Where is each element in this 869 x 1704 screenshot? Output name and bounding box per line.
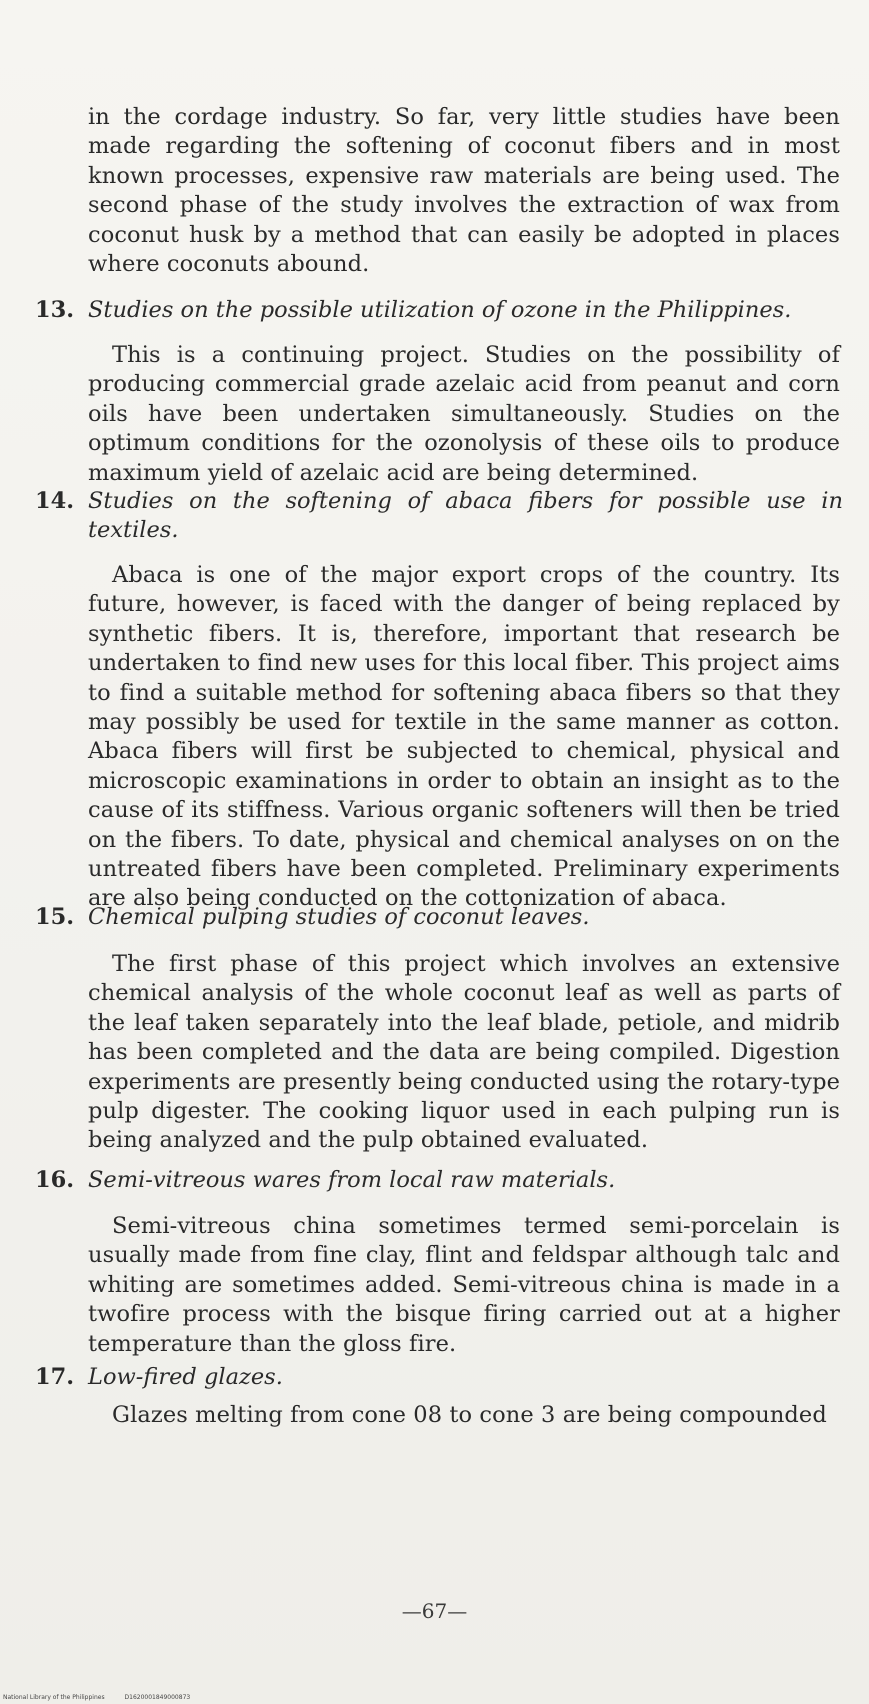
- section-15-heading: [35, 903, 850, 932]
- section-13-heading: [35, 296, 850, 325]
- section-16-body: Semi-vitreous china sometimes termed semi-porcelain is usually made from fine clay, flint and feldspar although talc and whiting are sometimes added. Semi-vitreous china is made in a twofire process with the bisque firing carried out at a higher temperature than the gloss fire.: [88, 1213, 840, 1357]
- section-15-body: The first phase of this project which involves an extensive chemical analysis of the whole coconut leaf as well as parts of the leaf taken separately into the leaf blade, petiole, and midrib has been completed and the data are being compiled. Digestion experiments are presently being conducted using the rotary-type pulp digester. The cooking liquor used in each pulping run is being analyzed and the pulp obtained evaluated.: [88, 951, 840, 1154]
- section-14-body: Abaca is one of the major export crops of the country. Its future, however, is faced with the danger of being replaced by synthetic fibers. It is, therefore, important that research be undertaken to find new uses for this local fiber. This project aims to find a suitable method for softening abaca fibers so that they may possibly be used for textile in the same manner as cotton. Abaca fibers will first be subjected to chemical, physical and microscopic examinations in order to obtain an insight as to the cause of its stiffness. Various organic softeners will then be tried on the fibers. To date, physical and chemical analyses on on the untreated fibers have been completed. Preliminary experiments are also being conducted on the cottonization of abaca.: [88, 562, 840, 912]
- page-number: —67—: [401, 1599, 468, 1623]
- section-16-heading: [35, 1166, 850, 1195]
- section-number: 14.: [35, 488, 75, 514]
- section-number: 15.: [35, 904, 75, 930]
- section-number: 16.: [35, 1167, 75, 1193]
- section-title: Studies on the possible utilization of ozone in the Philippines.: [88, 297, 792, 323]
- library-credit: National Library of the Philippines: [3, 1694, 105, 1701]
- section-title: Chemical pulping studies of coconut leaves.: [88, 904, 590, 930]
- section-13-body: This is a continuing project. Studies on the possibility of producing commercial grade azelaic acid from peanut and corn oils have been undertaken simultaneously. Studies on the optimum conditions for the ozonolysis of these oils to produce maximum yield of azelaic acid are being determined.: [88, 342, 840, 486]
- section-title: Semi-vitreous wares from local raw materials.: [88, 1167, 616, 1193]
- section-number: 13.: [35, 297, 75, 323]
- section-17-heading: [35, 1363, 850, 1392]
- section-14-heading: [35, 487, 850, 546]
- section-17-body: Glazes melting from cone 08 to cone 3 are being compounded: [112, 1402, 827, 1428]
- scan-footer: [3, 1694, 208, 1701]
- intro-paragraph: in the cordage industry. So far, very little studies have been made regarding the softening of coconut fibers and in most known processes, expensive raw materials are being used. The second phase of the study involves the extraction of wax from coconut husk by a method that can easily be adopted in places where coconuts abound.: [88, 104, 840, 278]
- section-number: 17.: [35, 1364, 75, 1390]
- document-code: D1620001849000873: [124, 1694, 191, 1701]
- section-title: Studies on the softening of abaca fibers for possible use in textiles.: [88, 488, 843, 544]
- section-title: Low-fired glazes.: [88, 1364, 283, 1390]
